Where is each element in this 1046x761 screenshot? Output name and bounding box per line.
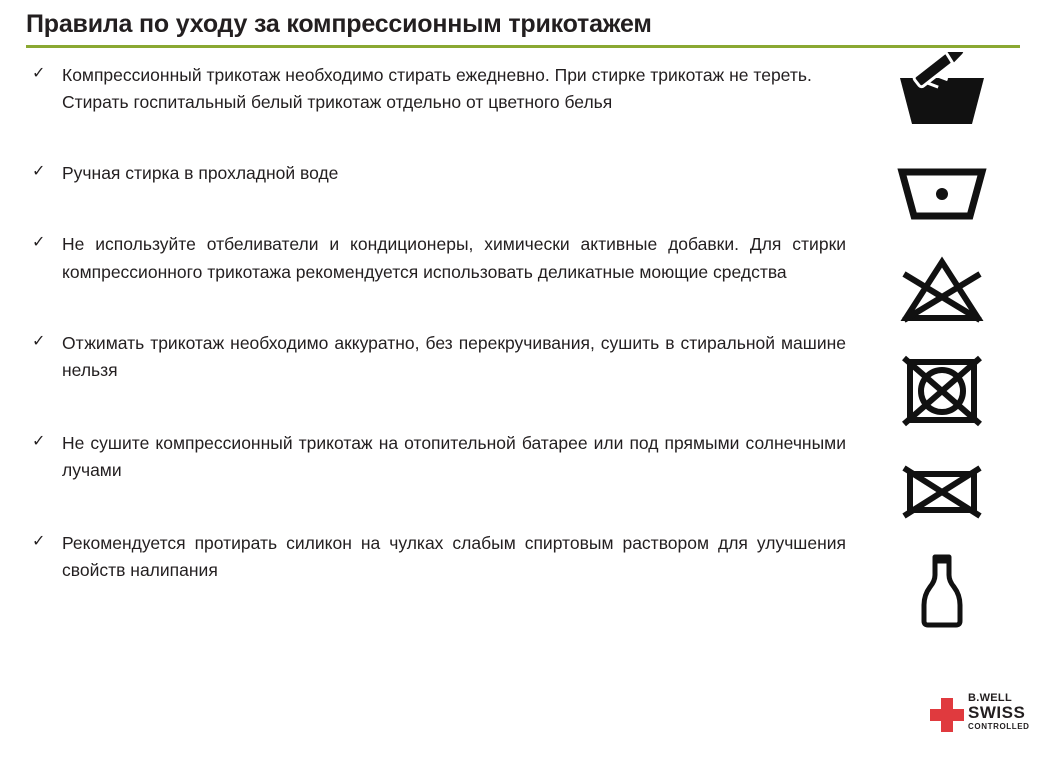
check-icon: ✓: [32, 332, 46, 350]
do-not-bleach-icon: [887, 252, 997, 330]
check-icon: ✓: [32, 432, 46, 450]
list-item: [26, 160, 846, 187]
do-not-dry-flat-icon: [887, 452, 997, 530]
list-item: [26, 530, 846, 584]
list-item: [26, 330, 846, 384]
list-item-text: Отжимать трикотаж необходимо аккуратно, без перекручивания, сушить в стиральной машине нельзя: [62, 332, 846, 380]
hand-wash-icon: [887, 52, 997, 130]
check-icon: ✓: [32, 533, 46, 551]
logo-sub-text: CONTROLLED: [968, 721, 1030, 731]
wash-cool-water-icon: [887, 152, 997, 230]
swiss-cross-icon: [930, 698, 964, 732]
list-item-text: Ручная стирка в прохладной воде: [62, 163, 339, 184]
list-item-text: Не сушите компрессионный трикотаж на отопительной батарее или под прямыми солнечными лучами: [62, 432, 846, 480]
alcohol-bottle-icon: [887, 552, 997, 630]
check-icon: ✓: [32, 65, 46, 82]
care-rules-list: [26, 58, 846, 584]
logo-main-text: SWISS: [968, 703, 1026, 723]
brand-logo: [930, 690, 1040, 752]
logo-brand-text: B.WELL: [968, 692, 1012, 704]
list-item-text: Не используйте отбеливатели и кондиционеры, химически активные добавки. Для стирки компрессионного трикотажа рекомендуется использовать деликатные моющие средства: [62, 234, 846, 282]
list-item: [26, 430, 846, 484]
list-item-text: Компрессионный трикотаж необходимо стирать ежедневно. При стирке трикотаж не тереть. Стирать госпитальный белый трикотаж отдельно от цветного белья: [62, 65, 812, 113]
list-item-text: Рекомендуется протирать силикон на чулках слабым спиртовым раствором для улучшения свойств налипания: [62, 533, 846, 581]
header-divider: [26, 45, 1020, 48]
do-not-tumble-dry-icon: [887, 352, 997, 430]
check-icon: ✓: [32, 234, 46, 252]
list-item: [26, 231, 846, 285]
list-item: [26, 62, 846, 116]
page-title: Правила по уходу за компрессионным трикотажем: [26, 10, 652, 38]
page-header: [26, 10, 1020, 48]
check-icon: ✓: [32, 163, 46, 181]
care-symbols-column: [862, 52, 1022, 652]
